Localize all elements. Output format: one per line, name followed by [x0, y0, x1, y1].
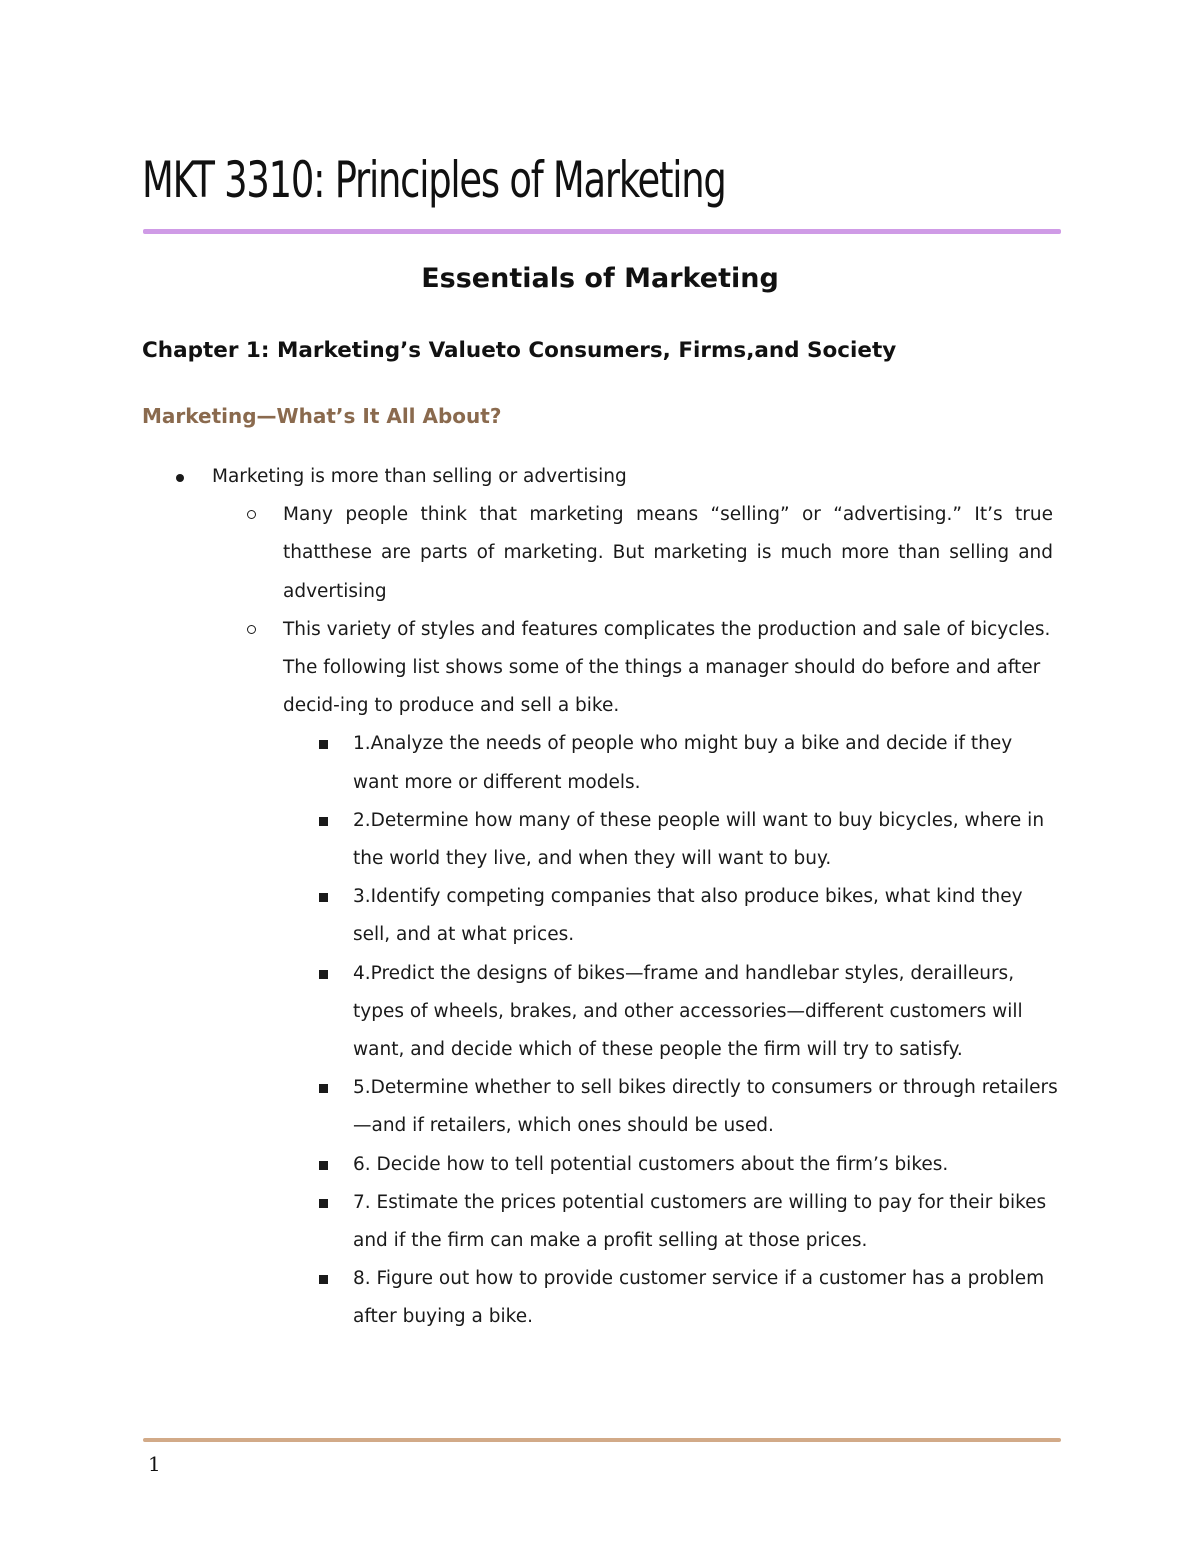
square-bullet-icon: [319, 1199, 328, 1208]
chapter-heading: Chapter 1: Marketing’s Valueto Consumers, Firms,and Society: [142, 338, 897, 363]
disc-bullet-icon: [176, 474, 184, 482]
list-item-text: 6. Decide how to tell potential customers about the firm’s bikes.: [353, 1153, 949, 1175]
list-item-text: 8. Figure out how to provide customer service if a customer has a problem after buying a bike.: [353, 1268, 1045, 1328]
document-subtitle: Essentials of Marketing: [421, 263, 779, 294]
list-item-level3: [0, 1184, 1063, 1260]
list-item-text: Marketing is more than selling or advertising: [212, 466, 627, 487]
list-item-text: 3.Identify competing companies that also produce bikes, what kind they sell, and at what prices.: [353, 886, 1023, 946]
circle-bullet-icon: [247, 510, 256, 519]
list-item-level3: [0, 1260, 1063, 1336]
list-item-text: 2.Determine how many of these people will want to buy bicycles, where in the world they live, and when they will want to buy.: [353, 809, 1045, 870]
list-item-text: 1.Analyze the needs of people who might buy a bike and decide if they want more or different models.: [353, 733, 1013, 793]
list-item-level3: [0, 1069, 1063, 1145]
bullet-list: [0, 458, 1200, 1337]
page-number: 1: [148, 1452, 161, 1476]
list-item-level3: [0, 725, 1063, 801]
list-item-level2: [0, 496, 1053, 611]
title-divider: [143, 229, 1061, 234]
list-item-level3: [0, 802, 1063, 878]
list-item-text: Many people think that marketing means “selling” or “advertising.” It’s true thatthese are parts of marketing. But marketing is much more than selling and advertising: [283, 504, 1053, 602]
list-item-text: This variety of styles and features complicates the production and sale of bicycles. The following list shows some of the things a manager should do before and after decid-ing to produce and sell a bike.: [283, 618, 1051, 717]
list-item-level2: [0, 611, 1053, 726]
list-item-level3: [0, 878, 1063, 954]
square-bullet-icon: [319, 1161, 328, 1170]
footer-divider: [143, 1438, 1061, 1442]
list-item-level3: [0, 1146, 1063, 1184]
circle-bullet-icon: [247, 625, 256, 634]
square-bullet-icon: [319, 893, 328, 902]
list-item-level3: [0, 955, 1063, 1070]
section-heading: Marketing—What’s It All About?: [142, 404, 502, 428]
square-bullet-icon: [319, 1275, 328, 1284]
square-bullet-icon: [319, 817, 328, 826]
list-item-level1: [0, 458, 1060, 496]
square-bullet-icon: [319, 1084, 328, 1093]
list-item-text: 5.Determine whether to sell bikes directly to consumers or through retailers—and if retailers, which ones should be used.: [353, 1077, 1058, 1137]
square-bullet-icon: [319, 740, 328, 749]
list-item-text: 7. Estimate the prices potential customers are willing to pay for their bikes and if the firm can make a profit selling at those prices.: [353, 1191, 1047, 1252]
document-title: MKT 3310: Principles of Marketing: [142, 151, 726, 209]
square-bullet-icon: [319, 970, 328, 979]
list-item-text: 4.Predict the designs of bikes—frame and handlebar styles, derailleurs, types of wheels, brakes, and other accessories—different customers will want, and decide which of these people the firm will try to satisfy.: [353, 962, 1023, 1061]
